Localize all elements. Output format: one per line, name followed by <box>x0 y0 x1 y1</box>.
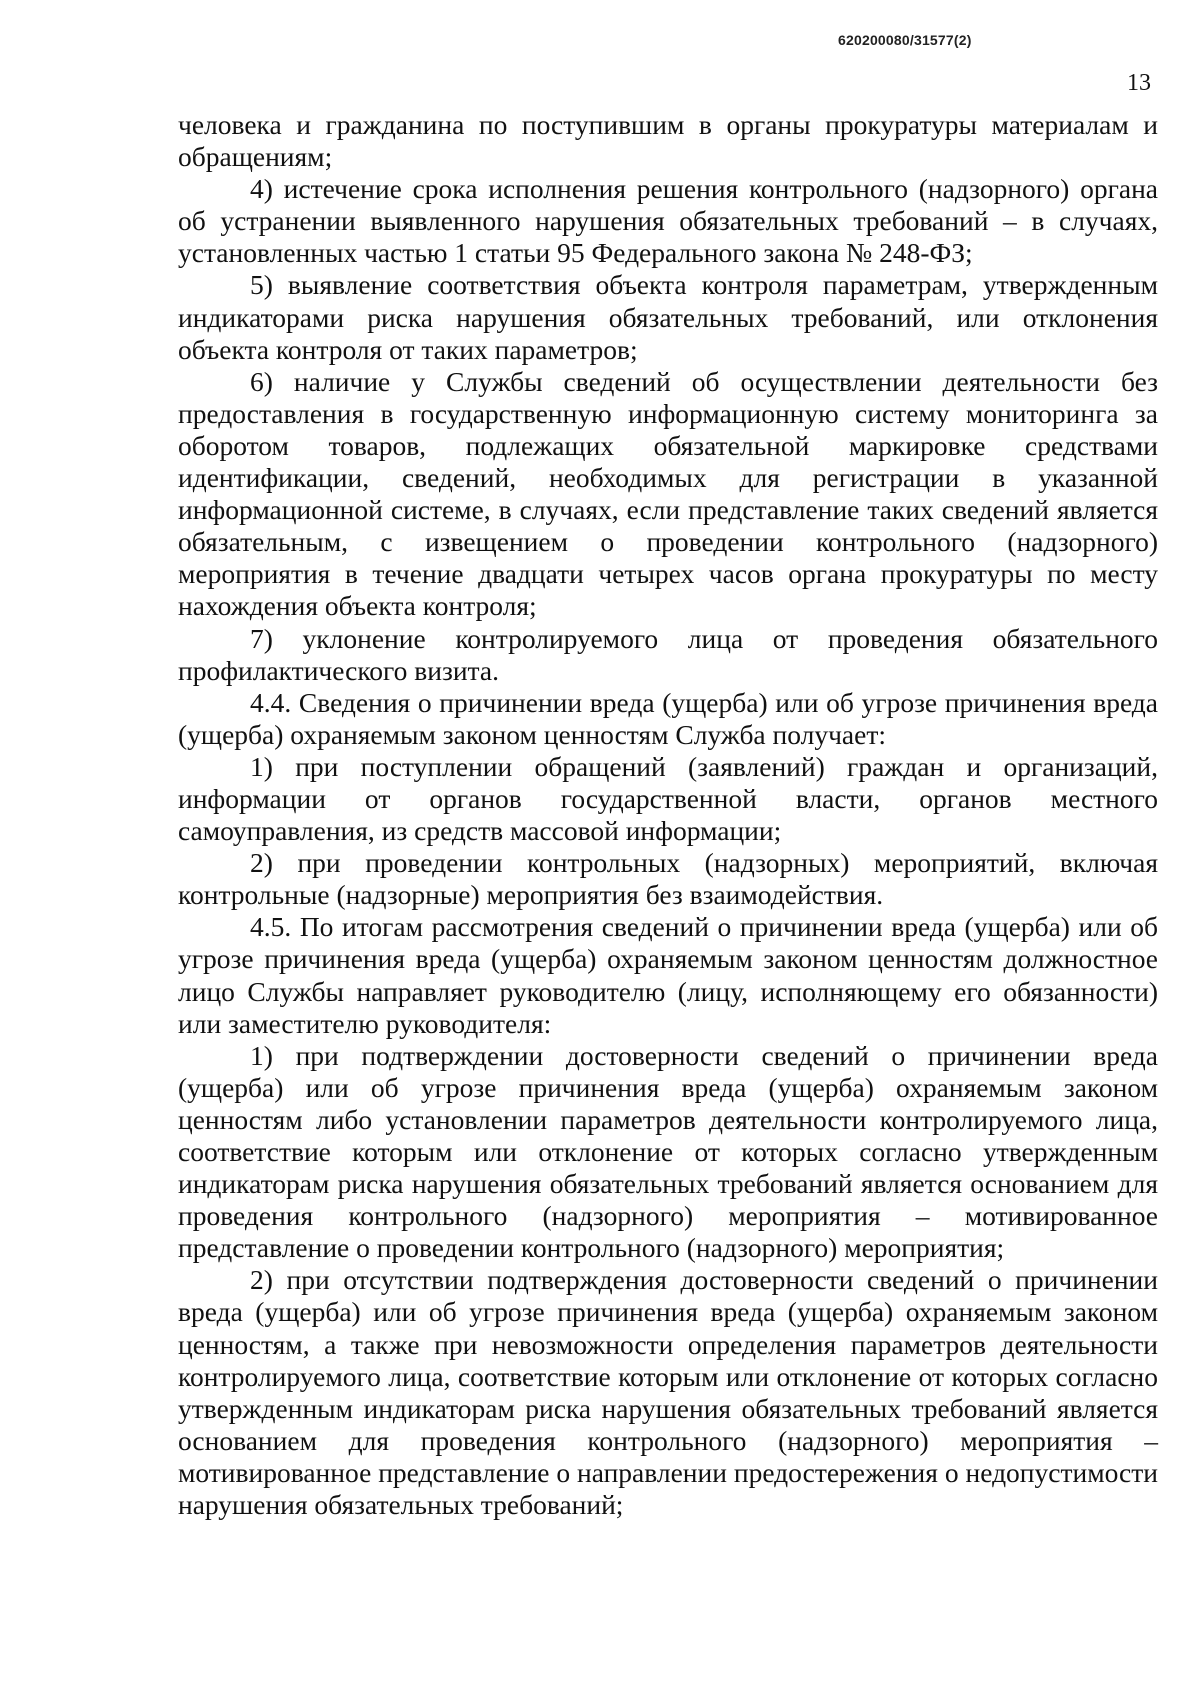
document-body <box>178 109 1158 1521</box>
page-number: 13 <box>1127 70 1151 96</box>
paragraph-section-4-5: 4.5. По итогам рассмотрения сведений о причинении вреда (ущерба) или об угрозе причинения вреда (ущерба) охраняемым законом ценностям должностное лицо Службы направляет руководителю (лицу, исполняющему его обязанности) или заместителю руководителя: <box>178 911 1158 1039</box>
document-id: 620200080/31577(2) <box>838 32 972 48</box>
paragraph-item-5: 5) выявление соответствия объекта контроля параметрам, утвержденным индикаторами риска нарушения обязательных требований, или отклонения объекта контроля от таких параметров; <box>178 269 1158 365</box>
paragraph-section-4-4: 4.4. Сведения о причинении вреда (ущерба) или об угрозе причинения вреда (ущерба) охраняемым законом ценностям Служба получает: <box>178 686 1158 750</box>
paragraph-item-4: 4) истечение срока исполнения решения контрольного (надзорного) органа об устранении выявленного нарушения обязательных требований – в случаях, установленных частью 1 статьи 95 Федерального закона № 248-ФЗ; <box>178 173 1158 269</box>
paragraph-4-4-item-1: 1) при поступлении обращений (заявлений) граждан и организаций, информации от органов государственной власти, органов местного самоуправления, из средств массовой информации; <box>178 750 1158 847</box>
paragraph-continuation: человека и гражданина по поступившим в органы прокуратуры материалам и обращениям; <box>178 109 1158 173</box>
paragraph-4-5-item-2: 2) при отсутствии подтверждения достоверности сведений о причинении вреда (ущерба) или об угрозе причинения вреда (ущерба) охраняемым законом ценностям, а также при невозможности определения параметров деятельности контролируемого лица, соответствие которым или отклонение от которых согласно утвержденным индикаторам риска нарушения обязательных требований является основанием для проведения контрольного (надзорного) мероприятия – мотивированное представление о направлении предостережения о недопустимости нарушения обязательных требований; <box>178 1264 1158 1521</box>
paragraph-4-4-item-2: 2) при проведении контрольных (надзорных) мероприятий, включая контрольные (надзорные) мероприятия без взаимодействия. <box>178 847 1158 911</box>
paragraph-item-7: 7) уклонение контролируемого лица от проведения обязательного профилактического визита. <box>178 622 1158 686</box>
paragraph-4-5-item-1: 1) при подтверждении достоверности сведений о причинении вреда (ущерба) или об угрозе причинения вреда (ущерба) охраняемым законом ценностям либо установлении параметров деятельности контролируемого лица, соответствие которым или отклонение от которых согласно утвержденным индикаторам риска нарушения обязательных требований является основанием для проведения контрольного (надзорного) мероприятия – мотивированное представление о проведении контрольного (надзорного) мероприятия; <box>178 1039 1158 1264</box>
paragraph-item-6: 6) наличие у Службы сведений об осуществлении деятельности без предоставления в государственную информационную систему мониторинга за оборотом товаров, подлежащих обязательной маркировке средствами идентификации, сведений, необходимых для регистрации в указанной информационной системе, в случаях, если представление таких сведений является обязательным, с извещением о проведении контрольного (надзорного) мероприятия в течение двадцати четырех часов органа прокуратуры по месту нахождения объекта контроля; <box>178 365 1158 622</box>
